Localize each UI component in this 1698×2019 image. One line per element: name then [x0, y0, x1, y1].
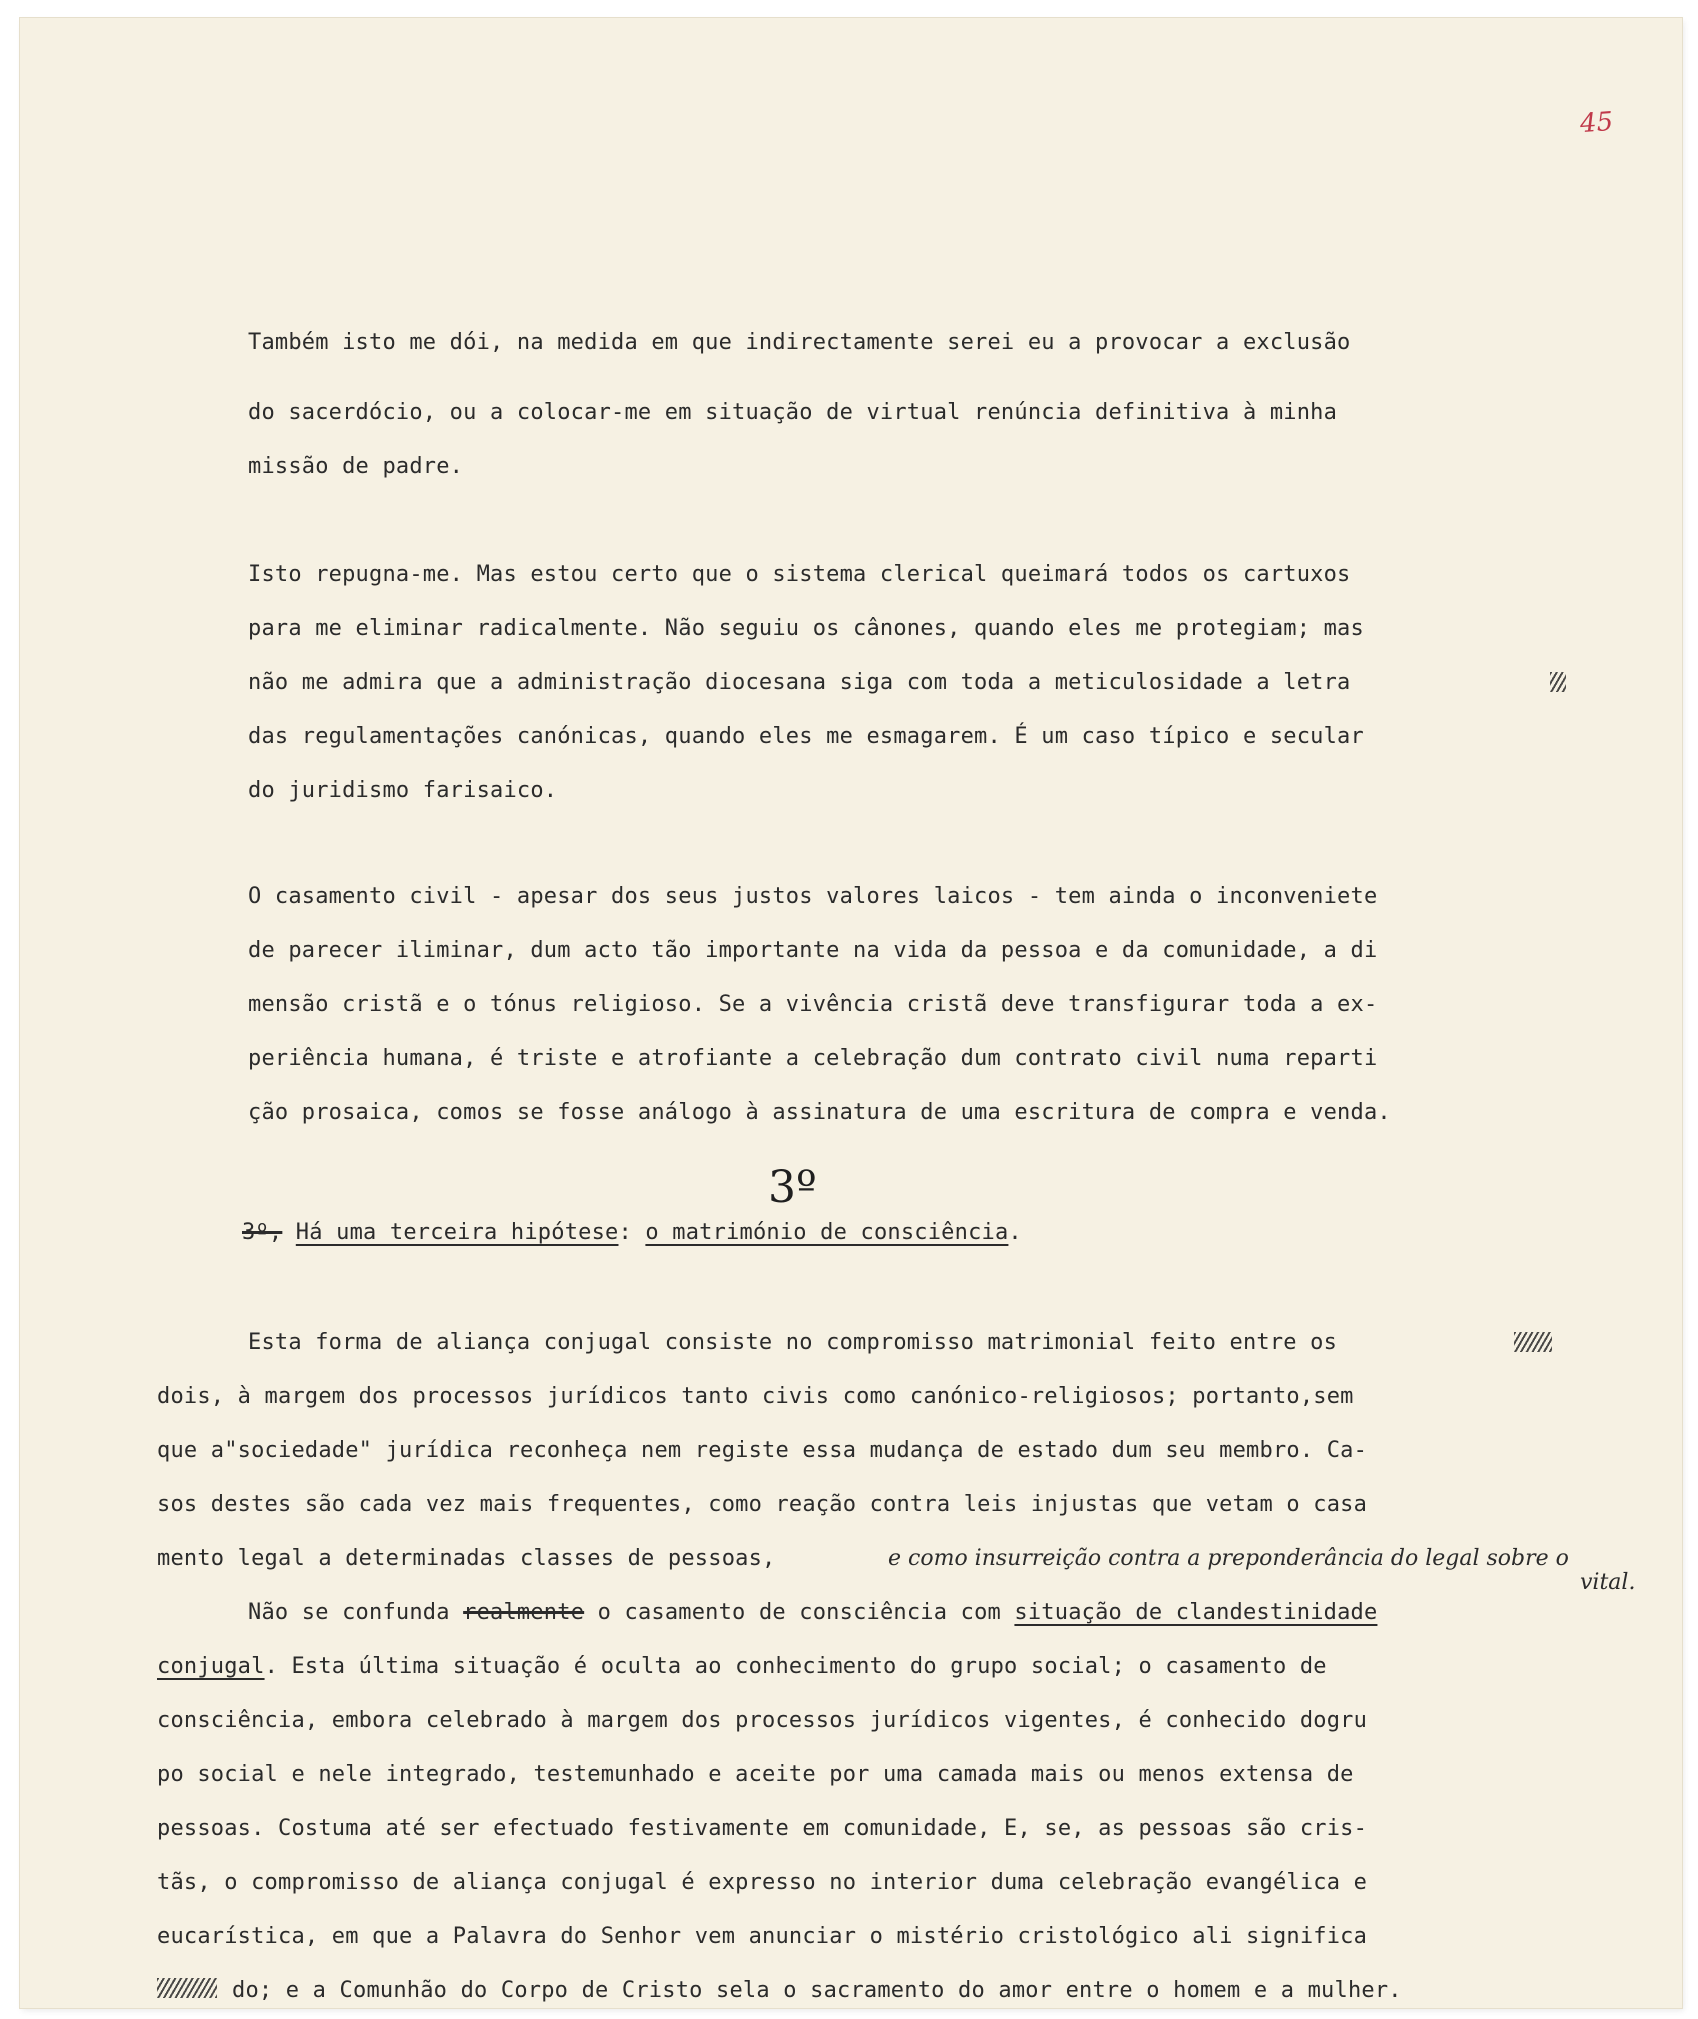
- p5-mid: o casamento de consciência com: [597, 1600, 1001, 1625]
- handwritten-insertion-end: vital.: [1580, 1570, 1636, 1595]
- underlined-word: conjugal: [157, 1654, 265, 1679]
- section-heading: [242, 1222, 1022, 1244]
- p1-line-1: Também isto me dói, na medida em que indirectamente serei eu a provocar a exclusão: [248, 330, 1351, 355]
- underlined-phrase: situação de clandestinidade: [1014, 1600, 1378, 1625]
- p5-line-3: consciência, embora celebrado à margem dos processos jurídicos vigentes, é conhecido dogru: [157, 1708, 1368, 1733]
- p4-line-5: mento legal a determinadas classes de pessoas,: [157, 1546, 776, 1571]
- p4-line-4: sos destes são cada vez mais frequentes, como reação contra leis injustas que vetam o casa: [157, 1492, 1368, 1517]
- typed-over-mark: [1550, 672, 1566, 692]
- p5-line-4: po social e nele integrado, testemunhado e aceite por uma camada mais ou menos extensa de: [157, 1762, 1354, 1787]
- heading-colon: :: [618, 1220, 632, 1245]
- p5-line-8: do; e a Comunhão do Corpo de Cristo sela o sacramento do amor entre o homem e a mulher.: [232, 1978, 1402, 2003]
- p4-line-1: Esta forma de aliança conjugal consiste no compromisso matrimonial feito entre os: [248, 1330, 1338, 1355]
- p4-line-2: dois, à margem dos processos jurídicos tanto civis como canónico-religiosos; portanto,sem: [157, 1384, 1354, 1409]
- heading-part-1: Há uma terceira hipótese: [295, 1220, 619, 1245]
- struck-word: realmente: [463, 1600, 585, 1625]
- p5-rest: . Esta última situação é oculta ao conhecimento do grupo social; o casamento de: [264, 1654, 1327, 1679]
- p2-line-5: do juridismo farisaico.: [248, 778, 558, 803]
- p5-line-7: eucarística, em que a Palavra do Senhor vem anunciar o mistério cristológico ali significa: [157, 1924, 1368, 1949]
- p5-line-6: tãs, o compromisso de aliança conjugal é expresso no interior duma celebração evangélica e: [157, 1870, 1368, 1895]
- p3-line-5: ção prosaica, comos se fosse análogo à assinatura de uma escritura de compra e venda.: [248, 1100, 1391, 1125]
- typewritten-page: [20, 18, 1682, 2008]
- p2-line-2: para me eliminar radicalmente. Não seguiu os cânones, quando eles me protegiam; mas: [248, 616, 1364, 641]
- heading-part-2: o matrimónio de consciência: [645, 1220, 1009, 1245]
- p3-line-4: periência humana, é triste e atrofiante a celebração dum contrato civil numa reparti: [248, 1046, 1378, 1071]
- p1-line-2: do sacerdócio, ou a colocar-me em situação de virtual renúncia definitiva à minha: [248, 400, 1338, 425]
- p1-line-3: missão de padre.: [248, 454, 464, 479]
- p3-line-2: de parecer iliminar, dum acto tão importante na vida da pessoa e da comunidade, a di: [248, 938, 1378, 963]
- handwritten-insertion: e como insurreição contra a preponderância do legal sobre o: [888, 1546, 1569, 1571]
- p2-line-4: das regulamentações canónicas, quando eles me esmagarem. É um caso típico e secular: [248, 724, 1364, 749]
- typed-over-mark: [157, 1978, 217, 1998]
- p2-line-1: Isto repugna-me. Mas estou certo que o sistema clerical queimará todos os cartuxos: [248, 562, 1351, 587]
- p5-line-2: [157, 1656, 1327, 1678]
- heading-end: .: [1008, 1220, 1022, 1245]
- heading-prefix: 3º,: [242, 1220, 283, 1245]
- p5-line-5: pessoas. Costuma até ser efectuado festivamente em comunidade, E, se, as pessoas são cris-: [157, 1816, 1368, 1841]
- p5-start: Não se confunda: [248, 1600, 450, 1625]
- p3-line-3: mensão cristã e o tónus religioso. Se a vivência cristã deve transfigurar toda a ex-: [248, 992, 1378, 1017]
- p2-line-3: não me admira que a administração diocesana siga com toda a meticulosidade a letra: [248, 670, 1351, 695]
- section-number-mark: 3º: [768, 1162, 817, 1213]
- p4-line-3: que a"sociedade" jurídica reconheça nem registe essa mudança de estado dum seu membro. Ca-: [157, 1438, 1368, 1463]
- p5-line-1: [248, 1602, 1377, 1624]
- typed-over-mark: [1514, 1332, 1552, 1352]
- p3-line-1: O casamento civil - apesar dos seus justos valores laicos - tem ainda o inconveniete: [248, 884, 1378, 909]
- page-number: 45: [1578, 106, 1615, 140]
